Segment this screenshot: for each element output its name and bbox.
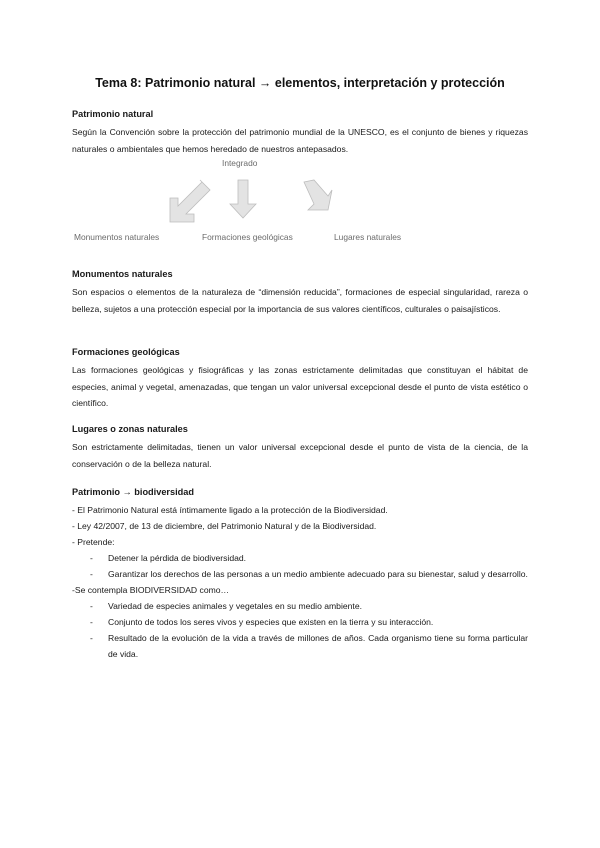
bullet-item [72, 598, 528, 614]
bullet-text: Variedad de especies animales y vegetales en su medio ambiente. [108, 601, 362, 611]
section-text: Son espacios o elementos de la naturaleza de “dimensión reducida”, formaciones de especial singularidad, rareza o belleza, sujetos a una protección especial por la importancia de sus valores científicos, culturales o paisajísticos. [72, 287, 528, 314]
section-formaciones [72, 346, 528, 412]
bullet-dash: - [90, 617, 93, 627]
section-heading: Formaciones geológicas [72, 347, 180, 357]
bullet-dash: - [90, 601, 93, 611]
arrow-down-right-icon [304, 180, 332, 210]
bullet-dash: - [90, 633, 93, 643]
diagram-top-label: Integrado [222, 158, 258, 168]
section-text: Según la Convención sobre la protección del patrimonio mundial de la UNESCO, es el conjunto de bienes y riquezas naturales o ambientales que hemos heredado de nuestros antepasados. [72, 127, 528, 154]
section-heading: Patrimonio → biodiversidad [72, 487, 195, 497]
list-item: - Pretende: [72, 537, 115, 547]
section-biodiversidad [72, 486, 528, 662]
bullet-item [72, 630, 528, 662]
diagram-left-label: Monumentos naturales [74, 232, 160, 242]
bullet-text: Garantizar los derechos de las personas a un medio ambiente adecuado para su bienestar, salud y desarrollo. [108, 569, 528, 579]
section-monumentos [72, 268, 528, 317]
list-item: - Ley 42/2007, de 13 de diciembre, del Patrimonio Natural y de la Biodiversidad. [72, 521, 377, 531]
section-text: Las formaciones geológicas y fisiográficas y las zonas estrictamente delimitadas que constituyan el hábitat de especies, animal y vegetal, amenazadas, que tengan un valor universal excepcional desde el punto de vista estético o científico. [72, 365, 528, 408]
section-patrimonio [72, 108, 528, 157]
bullet-text: Resultado de la evolución de la vida a través de millones de años. Cada organismo tiene su forma particular de vida. [108, 633, 528, 659]
list-item: - El Patrimonio Natural está íntimamente ligado a la protección de la Biodiversidad. [72, 505, 388, 515]
bullet-dash: - [90, 553, 93, 563]
bullet-item [72, 566, 528, 582]
arrow-down-left-icon [170, 180, 210, 222]
list-item: -Se contempla BIODIVERSIDAD como… [72, 585, 230, 595]
page-title: Tema 8: Patrimonio natural → elementos, interpretación y protección [95, 76, 505, 90]
section-heading: Patrimonio natural [72, 109, 154, 119]
bullet-dash: - [90, 569, 93, 579]
diagram-center-label: Formaciones geológicas [202, 232, 293, 242]
bullet-item [72, 614, 528, 630]
classification-diagram [72, 158, 528, 248]
section-lugares [72, 423, 528, 472]
bullet-item [72, 550, 528, 566]
bullet-text: Conjunto de todos los seres vivos y especies que existen en la tierra y su interacción. [108, 617, 434, 627]
bullet-text: Detener la pérdida de biodiversidad. [108, 553, 247, 563]
diagram-right-label: Lugares naturales [334, 232, 402, 242]
section-heading: Monumentos naturales [72, 269, 173, 279]
arrow-down-icon [230, 180, 256, 218]
section-text: Son estrictamente delimitadas, tienen un valor universal excepcional desde el punto de vista de la ciencia, de la conservación o de la belleza natural. [72, 442, 528, 469]
section-heading: Lugares o zonas naturales [72, 424, 188, 434]
